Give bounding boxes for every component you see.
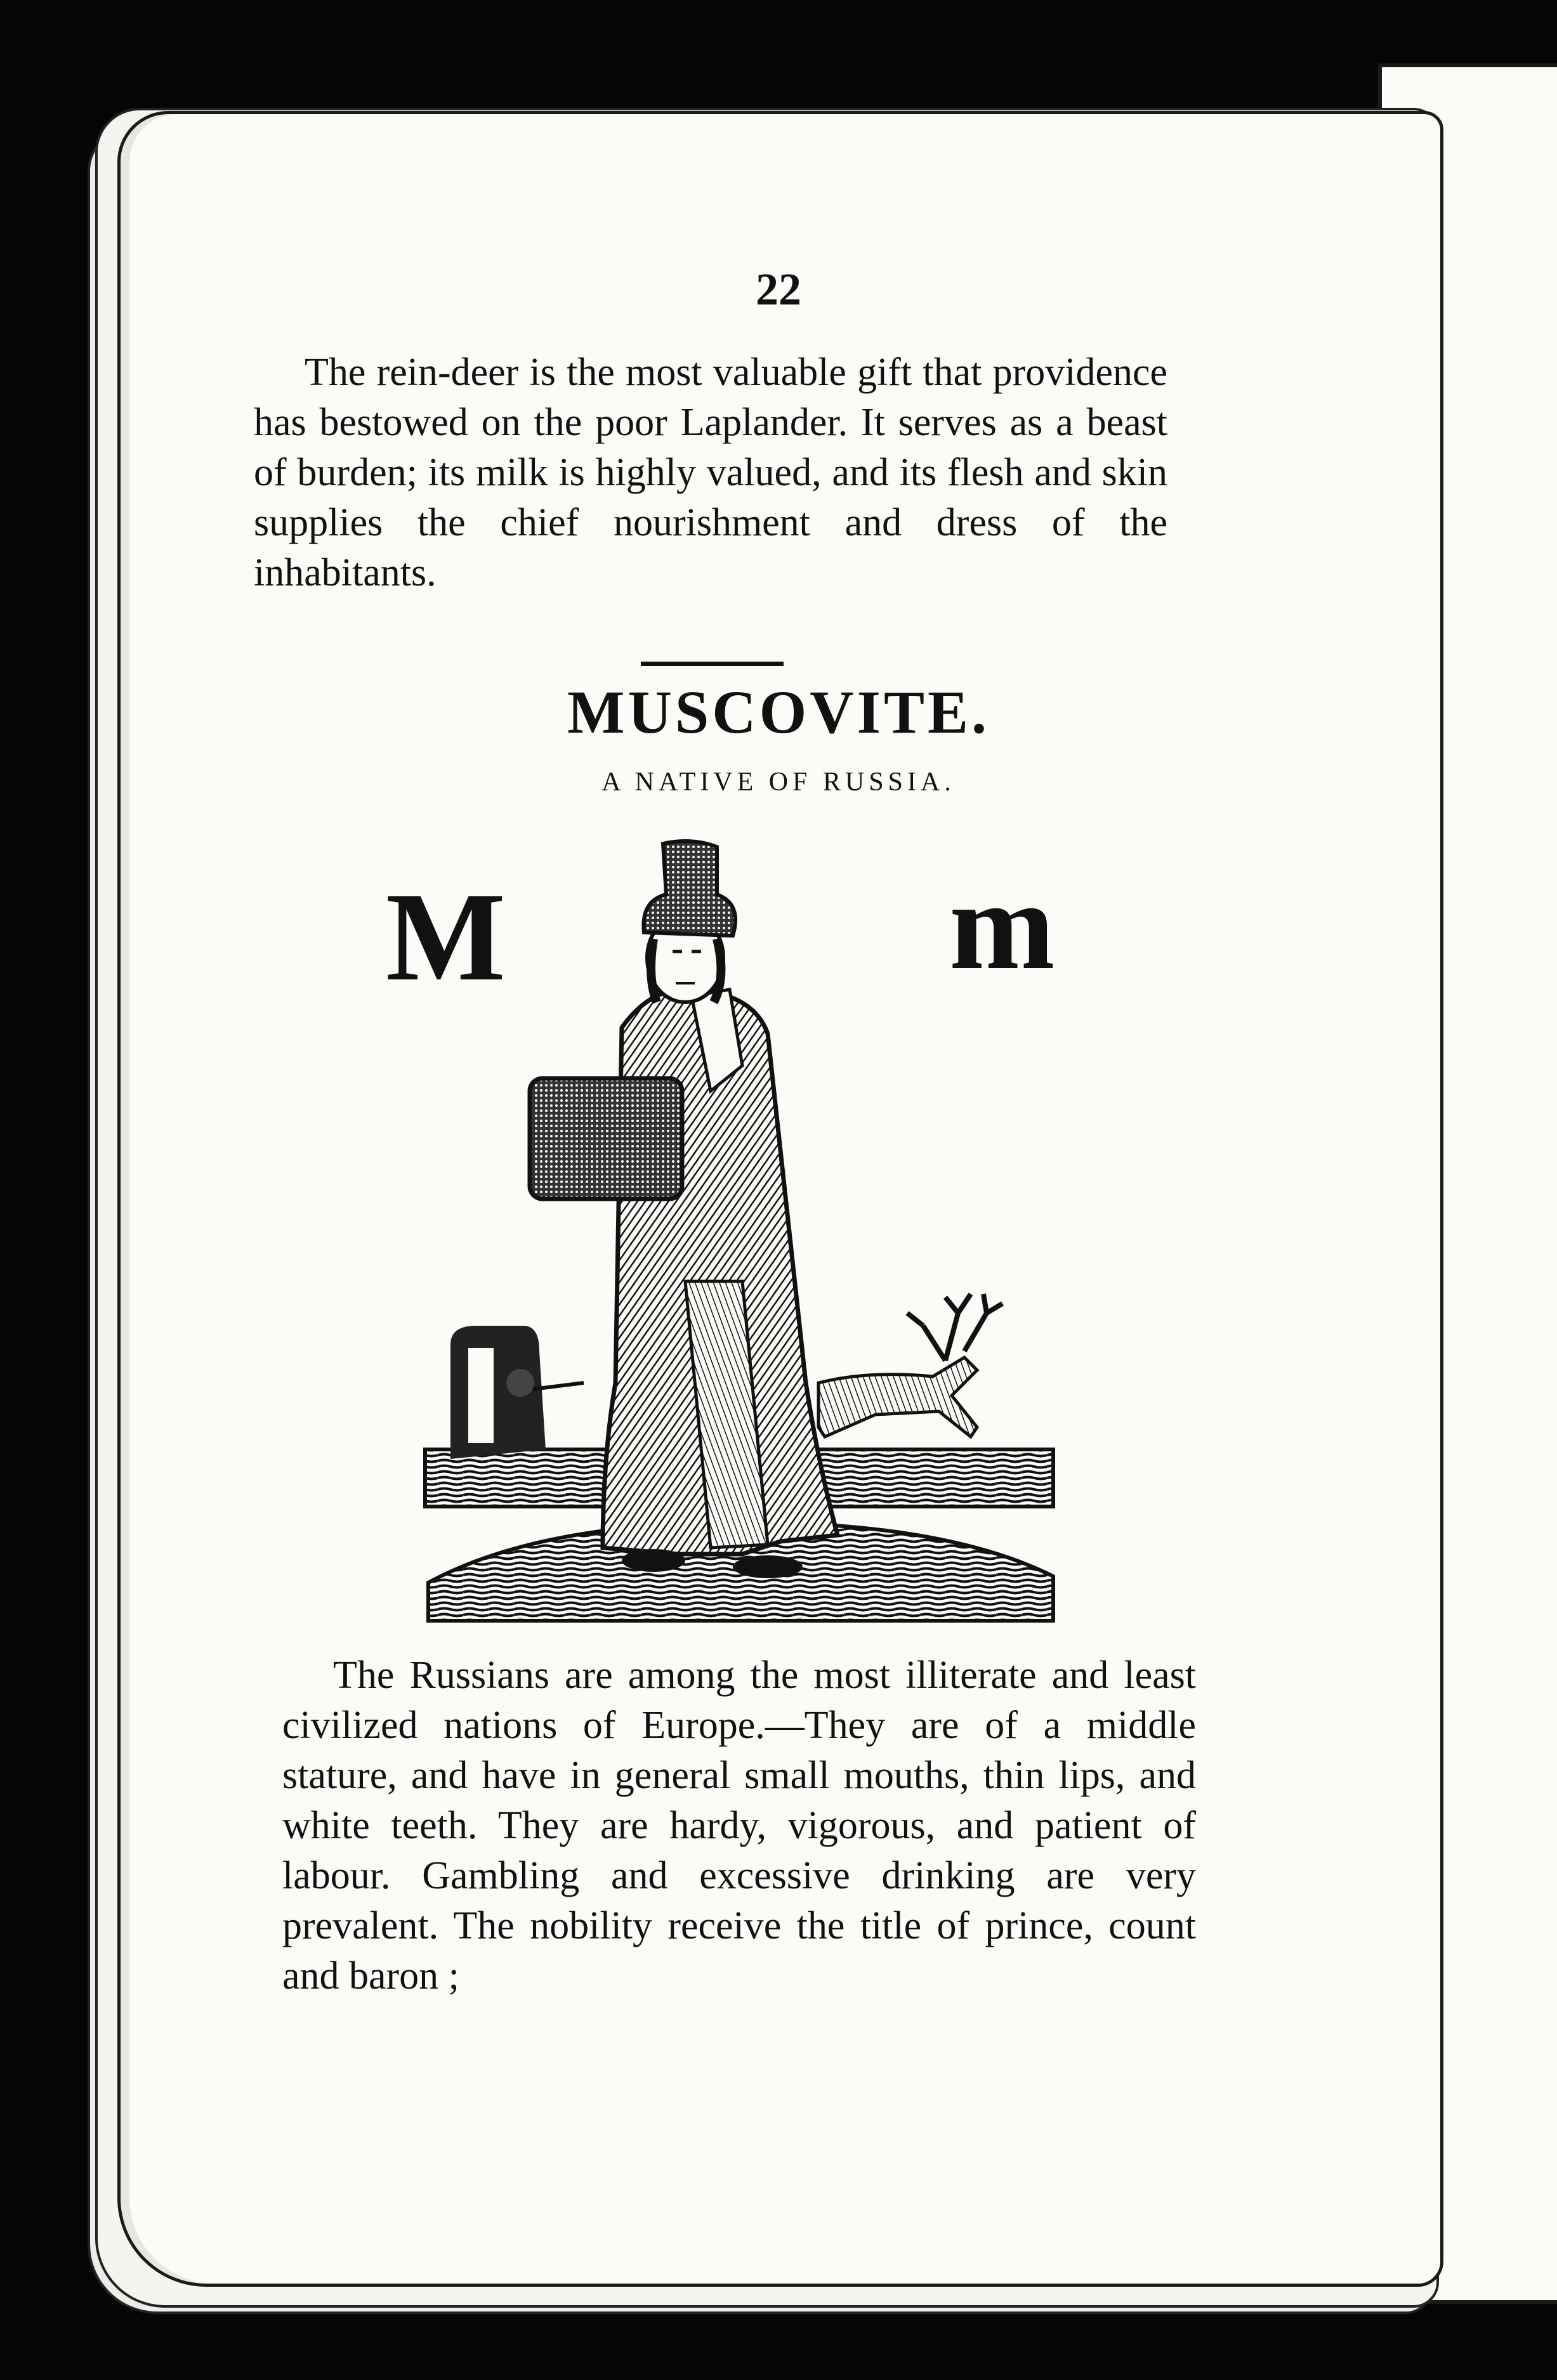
russians-paragraph: The Russians are among the most illiterate and least civilized nations of Europe.—They are of a middle stature, and have in general small mouths, thin lips, and white teeth. They are hardy, vigorous, and patient of labour. Gambling and excessive drinking are very prevalent. The nobility receive the title of prince, count and baron ;: [282, 1654, 1196, 1998]
alphabet-letter-uppercase: M: [386, 867, 506, 1007]
section-subheading: A NATIVE OF RUSSIA.: [601, 768, 956, 797]
page-number: 22: [756, 264, 801, 315]
alphabet-letter-lowercase: m: [949, 856, 1055, 996]
muscovite-woodcut-icon: [412, 825, 1072, 1630]
section-divider: [641, 662, 784, 666]
section-heading: MUSCOVITE.: [567, 678, 990, 746]
reindeer-paragraph: The rein-deer is the most valuable gift that providence has bestowed on the poor Laplander. It serves as a beast of burden; its milk is highly valued, and its flesh and skin supplies the chief nourishment and dress of the inhabitants.: [254, 351, 1167, 594]
